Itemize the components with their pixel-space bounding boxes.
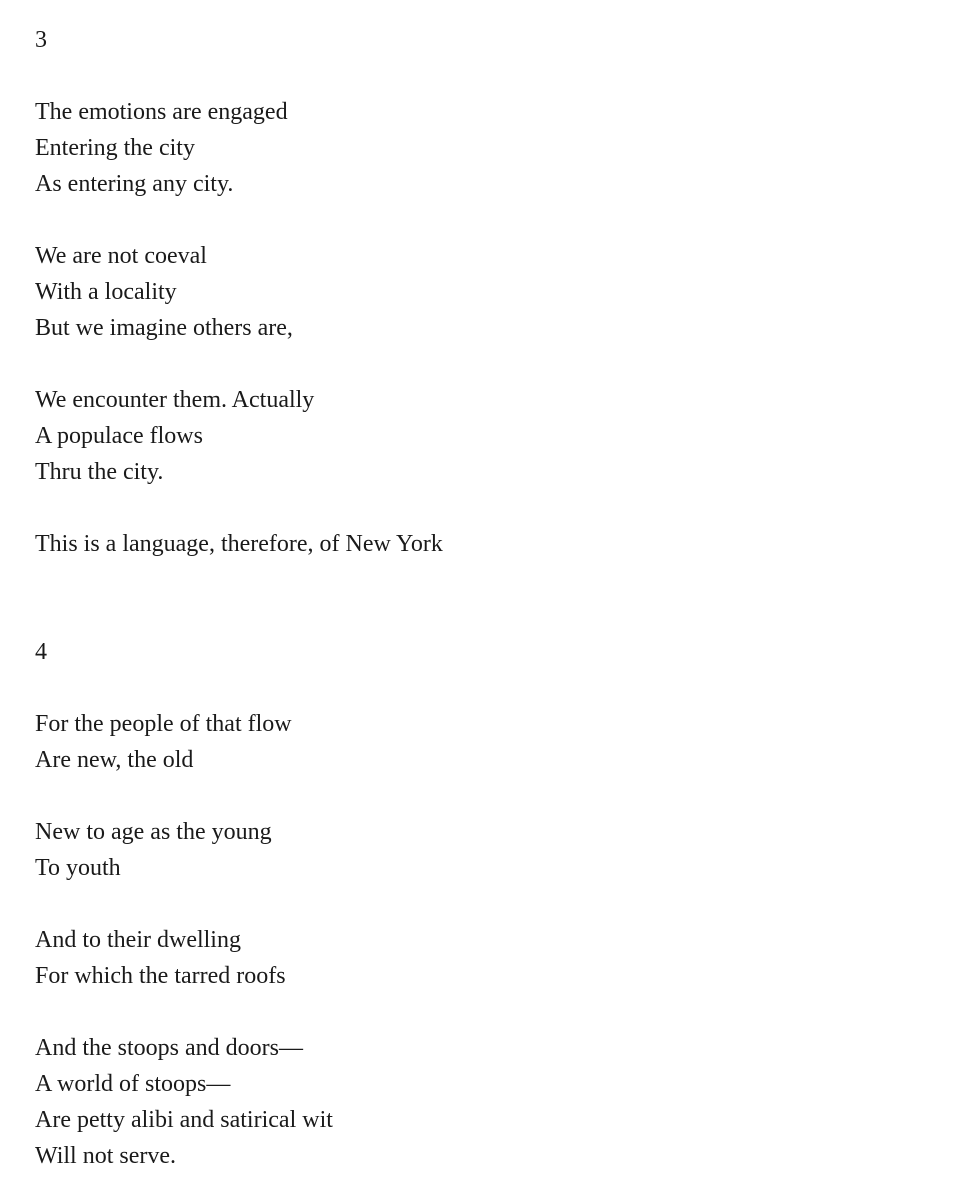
poem-line: Are new, the old — [35, 747, 194, 773]
poem-line: New to age as the young — [35, 819, 272, 845]
poem-line: Are petty alibi and satirical wit — [35, 1107, 333, 1133]
poem-line: And the stoops and doors— — [35, 1035, 303, 1061]
stanza — [35, 922, 929, 994]
poem-line: But we imagine others are, — [35, 315, 293, 341]
stanza — [35, 706, 929, 778]
section-4 — [35, 634, 929, 1174]
section-3 — [35, 22, 929, 562]
poem-line: This is a language, therefore, of New York — [35, 531, 443, 557]
poem-line: For the people of that flow — [35, 711, 292, 737]
section-number: 3 — [35, 27, 47, 53]
poem-line: We encounter them. Actually — [35, 387, 315, 413]
poem-line: And to their dwelling — [35, 927, 241, 953]
poem-line: A populace flows — [35, 423, 203, 449]
poem-line: For which the tarred roofs — [35, 963, 286, 989]
stanza — [35, 526, 929, 562]
poem-line: Thru the city. — [35, 459, 164, 485]
stanza — [35, 238, 929, 346]
poem-line: With a locality — [35, 279, 177, 305]
stanza — [35, 382, 929, 490]
poem-line: As entering any city. — [35, 171, 234, 197]
poem-line: The emotions are engaged — [35, 99, 288, 125]
poem-line: Will not serve. — [35, 1143, 176, 1169]
poem-line: Entering the city — [35, 135, 195, 161]
stanza — [35, 814, 929, 886]
poem-line: We are not coeval — [35, 243, 207, 269]
poem-page — [35, 22, 929, 1174]
stanza — [35, 94, 929, 202]
poem-line: A world of stoops— — [35, 1071, 231, 1097]
section-number: 4 — [35, 639, 47, 665]
stanza — [35, 1030, 929, 1174]
poem-line: To youth — [35, 855, 121, 881]
